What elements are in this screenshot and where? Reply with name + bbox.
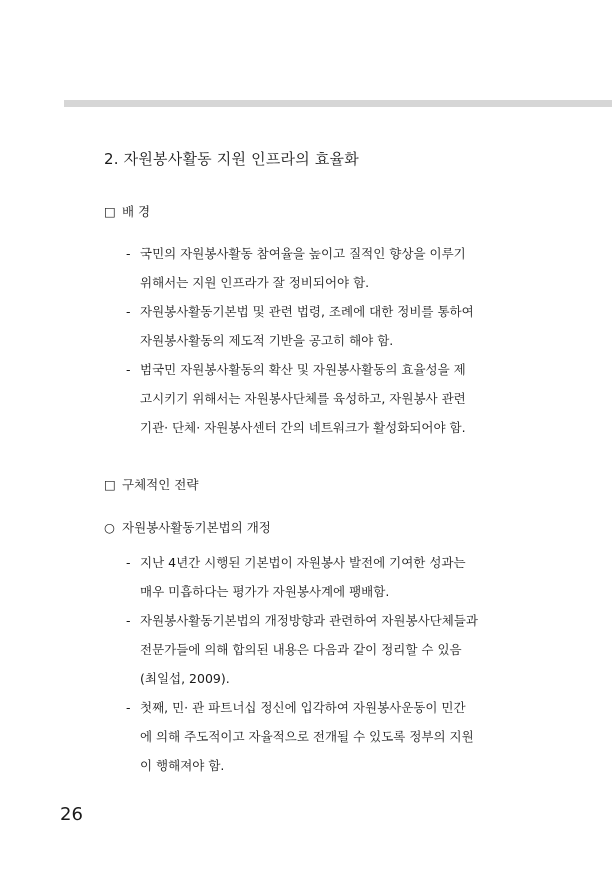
strategy-heading-label: 구체적인 전략 xyxy=(122,477,199,492)
list-item-text: 에 의해 주도적이고 자율적으로 전개될 수 있도록 정부의 지원 xyxy=(140,729,474,744)
law-heading-label: 자원봉사활동기본법의 개정 xyxy=(122,520,271,535)
background-heading xyxy=(104,202,150,220)
checkbox-square-icon: □ xyxy=(104,204,116,219)
dash-marker: - xyxy=(126,362,131,377)
list-item-text: 자원봉사활동의 제도적 기반을 공고히 해야 함. xyxy=(140,333,394,348)
dash-marker: - xyxy=(126,613,131,628)
page-number: 26 xyxy=(60,804,83,825)
list-item-text: 국민의 자원봉사활동 참여율을 높이고 질적인 향상을 이루기 xyxy=(140,246,466,261)
list-item-text: 위해서는 지원 인프라가 잘 정비되어야 함. xyxy=(140,275,370,290)
list-item-text: 범국민 자원봉사활동의 확산 및 자원봉사활동의 효율성을 제 xyxy=(140,362,466,377)
background-list xyxy=(126,239,516,442)
list-item-text: 자원봉사활동기본법 및 관련 법령, 조례에 대한 정비를 통하여 xyxy=(140,304,474,319)
list-item xyxy=(126,297,516,355)
list-item xyxy=(126,355,516,442)
list-item-text: 지난 4년간 시행된 기본법이 자원봉사 발전에 기여한 성과는 xyxy=(140,555,466,570)
background-heading-label: 배 경 xyxy=(122,204,151,219)
dash-marker: - xyxy=(126,555,131,570)
circle-bullet-icon: ○ xyxy=(104,520,115,535)
list-item-text: 매우 미흡하다는 평가가 자원봉사계에 팽배함. xyxy=(140,584,390,599)
checkbox-square-icon: □ xyxy=(104,477,116,492)
list-item xyxy=(126,548,516,606)
list-item-text: (최일섭, 2009). xyxy=(140,671,230,686)
dash-marker: - xyxy=(126,304,131,319)
law-list xyxy=(126,548,516,780)
list-item-text: 고시키기 위해서는 자원봉사단체를 육성하고, 자원봉사 관련 xyxy=(140,391,466,406)
dash-marker: - xyxy=(126,246,131,261)
list-item-text: 자원봉사활동기본법의 개정방향과 관련하여 자원봉사단체들과 xyxy=(140,613,478,628)
list-item-text: 이 행해져야 함. xyxy=(140,758,225,773)
list-item-text: 기관· 단체· 자원봉사센터 간의 네트워크가 활성화되어야 함. xyxy=(140,420,466,435)
list-item-text: 첫째, 민· 관 파트너십 정신에 입각하여 자원봉사운동이 민간 xyxy=(140,700,466,715)
strategy-heading xyxy=(104,475,198,493)
dash-marker: - xyxy=(126,700,131,715)
law-heading xyxy=(104,518,271,536)
list-item-text: 전문가들에 의해 합의된 내용은 다음과 같이 정리할 수 있음 xyxy=(140,642,462,657)
list-item xyxy=(126,693,516,780)
section-title: 2. 자원봉사활동 지원 인프라의 효율화 xyxy=(104,150,359,168)
header-rule xyxy=(64,100,612,107)
list-item xyxy=(126,239,516,297)
list-item xyxy=(126,606,516,693)
